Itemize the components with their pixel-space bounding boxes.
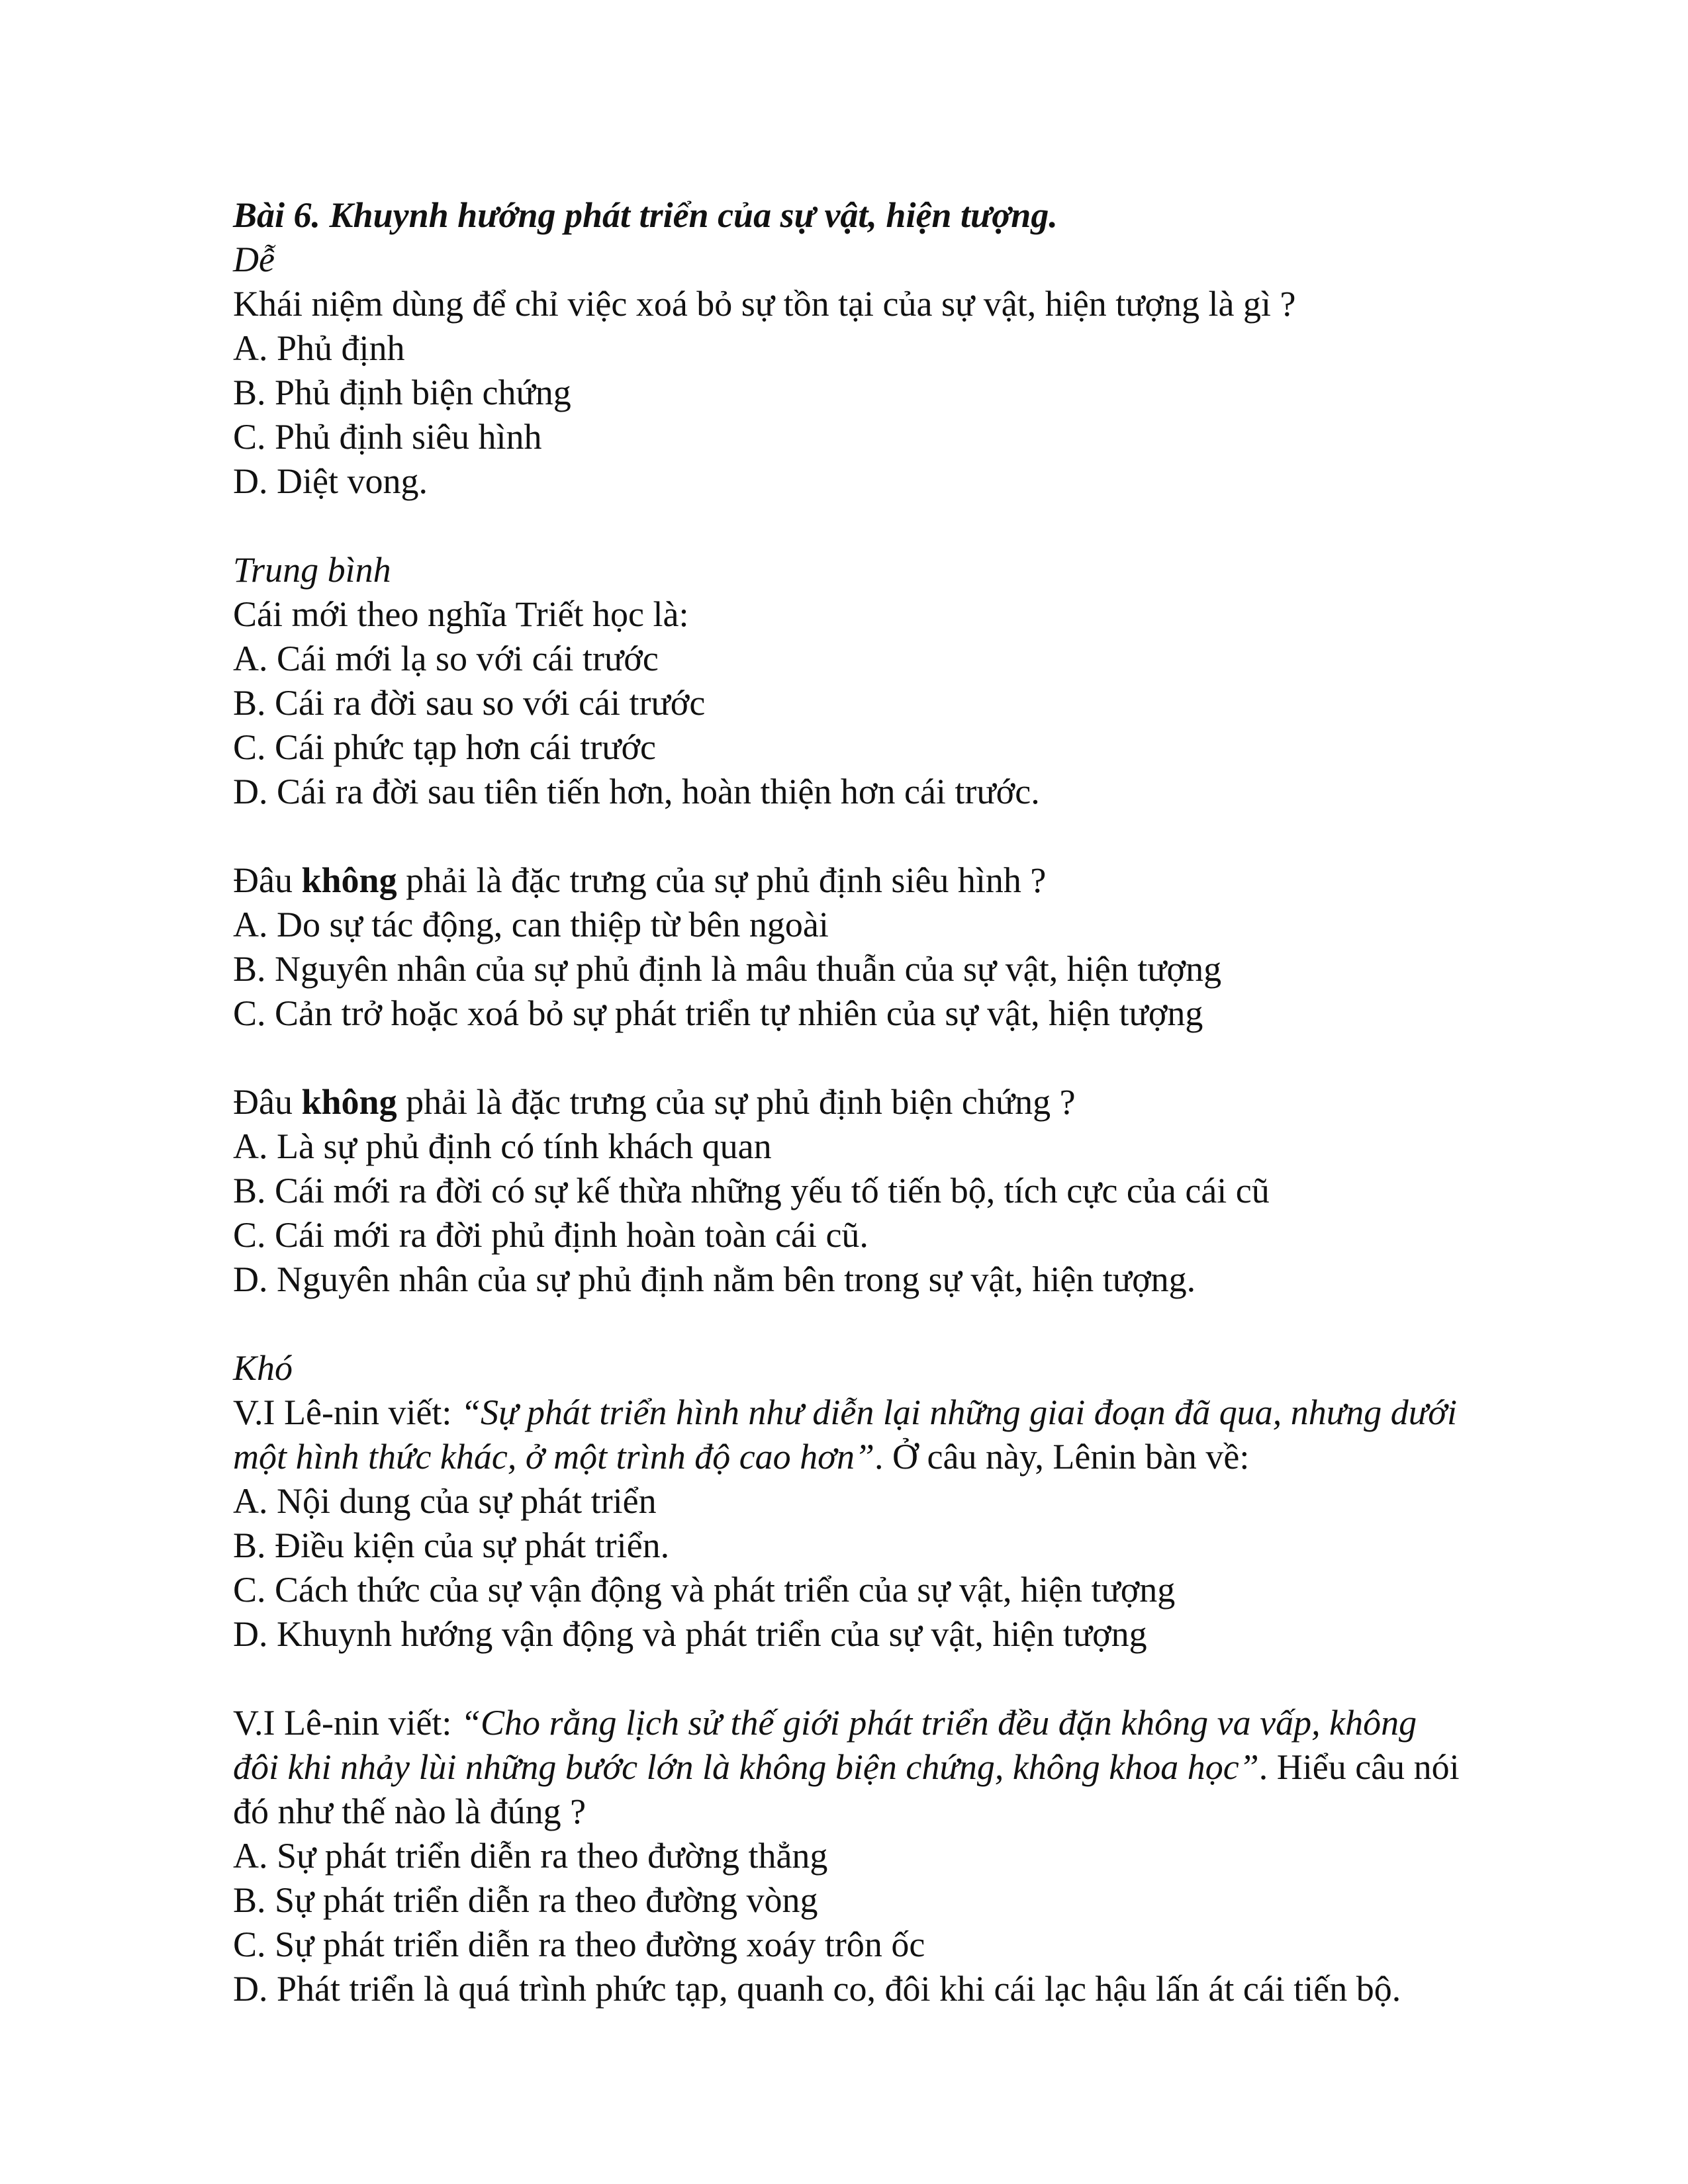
question-text-post: . Hiểu câu nói xyxy=(1258,1747,1460,1787)
section-hard: Khó xyxy=(233,1348,293,1388)
question-text: Khái niệm dùng để chỉ việc xoá bỏ sự tồn tại của sự vật, hiện tượng là gì ? xyxy=(233,284,1296,324)
option-b: B. Cái ra đời sau so với cái trước xyxy=(233,683,706,723)
option-a: A. Là sự phủ định có tính khách quan xyxy=(233,1126,772,1166)
question-text-post: phải là đặc trưng của sự phủ định siêu hình ? xyxy=(397,860,1047,900)
option-c: C. Phủ định siêu hình xyxy=(233,417,542,457)
question-text-pre: Đâu xyxy=(233,1082,302,1122)
option-c: C. Cách thức của sự vận động và phát triển của sự vật, hiện tượng xyxy=(233,1570,1176,1610)
question-text-emphasis: không xyxy=(301,860,397,900)
option-d: D. Phát triển là quá trình phức tạp, quanh co, đôi khi cái lạc hậu lấn át cái tiến bộ. xyxy=(233,1969,1401,2009)
option-a: A. Phủ định xyxy=(233,328,405,368)
section-easy: Dễ xyxy=(233,240,275,279)
question-text-line-1 xyxy=(233,1701,1564,1745)
question-6 xyxy=(233,1701,1564,2011)
question-text-line-1 xyxy=(233,1390,1564,1435)
question-1 xyxy=(233,282,1564,504)
option-a: A. Sự phát triển diễn ra theo đường thẳng xyxy=(233,1836,828,1876)
question-text-post: . Ở câu này, Lênin bàn về: xyxy=(874,1437,1250,1477)
document-page xyxy=(233,193,1564,2011)
option-c: C. Cản trở hoặc xoá bỏ sự phát triển tự nhiên của sự vật, hiện tượng xyxy=(233,993,1203,1033)
question-text xyxy=(233,1080,1564,1124)
quote-intro: V.I Lê-nin viết: xyxy=(233,1703,461,1743)
question-text: Cái mới theo nghĩa Triết học là: xyxy=(233,594,689,634)
question-text-post: phải là đặc trưng của sự phủ định biện chứng ? xyxy=(397,1082,1076,1122)
option-a: A. Cái mới lạ so với cái trước xyxy=(233,639,659,678)
lesson-title: Bài 6. Khuynh hướng phát triển của sự vật, hiện tượng. xyxy=(233,195,1058,235)
question-text-emphasis: không xyxy=(301,1082,397,1122)
option-c: C. Sự phát triển diễn ra theo đường xoáy trôn ốc xyxy=(233,1925,925,1964)
section-medium: Trung bình xyxy=(233,550,391,590)
question-3 xyxy=(233,858,1564,1036)
option-b: B. Điều kiện của sự phát triển. xyxy=(233,1525,670,1565)
question-4 xyxy=(233,1080,1564,1302)
question-text-pre: Đâu xyxy=(233,860,302,900)
option-b: B. Sự phát triển diễn ra theo đường vòng xyxy=(233,1880,818,1920)
option-b: B. Nguyên nhân của sự phủ định là mâu thuẫn của sự vật, hiện tượng xyxy=(233,949,1222,989)
option-a: A. Nội dung của sự phát triển xyxy=(233,1481,657,1521)
question-2 xyxy=(233,592,1564,814)
quote-text: đôi khi nhảy lùi những bước lớn là không biện chứng, không khoa học” xyxy=(233,1747,1259,1787)
question-text-line-2 xyxy=(233,1745,1564,1790)
option-d: D. Nguyên nhân của sự phủ định nằm bên trong sự vật, hiện tượng. xyxy=(233,1259,1196,1299)
quote-text: “Sự phát triển hình như diễn lại những giai đoạn đã qua, nhưng dưới xyxy=(460,1392,1458,1432)
quote-intro: V.I Lê-nin viết: xyxy=(233,1392,461,1432)
option-b: B. Cái mới ra đời có sự kế thừa những yếu tố tiến bộ, tích cực của cái cũ xyxy=(233,1171,1270,1210)
option-a: A. Do sự tác động, can thiệp từ bên ngoài xyxy=(233,905,829,944)
option-d: D. Khuynh hướng vận động và phát triển của sự vật, hiện tượng xyxy=(233,1614,1147,1654)
quote-text: “Cho rằng lịch sử thế giới phát triển đều đặn không va vấp, không xyxy=(460,1703,1417,1743)
question-text xyxy=(233,858,1564,903)
option-c: C. Cái phức tạp hơn cái trước xyxy=(233,727,656,767)
option-d: D. Diệt vong. xyxy=(233,461,428,501)
question-5 xyxy=(233,1390,1564,1657)
quote-text: một hình thức khác, ở một trình độ cao hơn” xyxy=(233,1437,875,1477)
question-text-line-3: đó như thế nào là đúng ? xyxy=(233,1792,586,1831)
option-b: B. Phủ định biện chứng xyxy=(233,373,571,412)
question-text-line-2 xyxy=(233,1435,1564,1479)
option-d: D. Cái ra đời sau tiên tiến hơn, hoàn thiện hơn cái trước. xyxy=(233,772,1040,811)
option-c: C. Cái mới ra đời phủ định hoàn toàn cái cũ. xyxy=(233,1215,868,1255)
